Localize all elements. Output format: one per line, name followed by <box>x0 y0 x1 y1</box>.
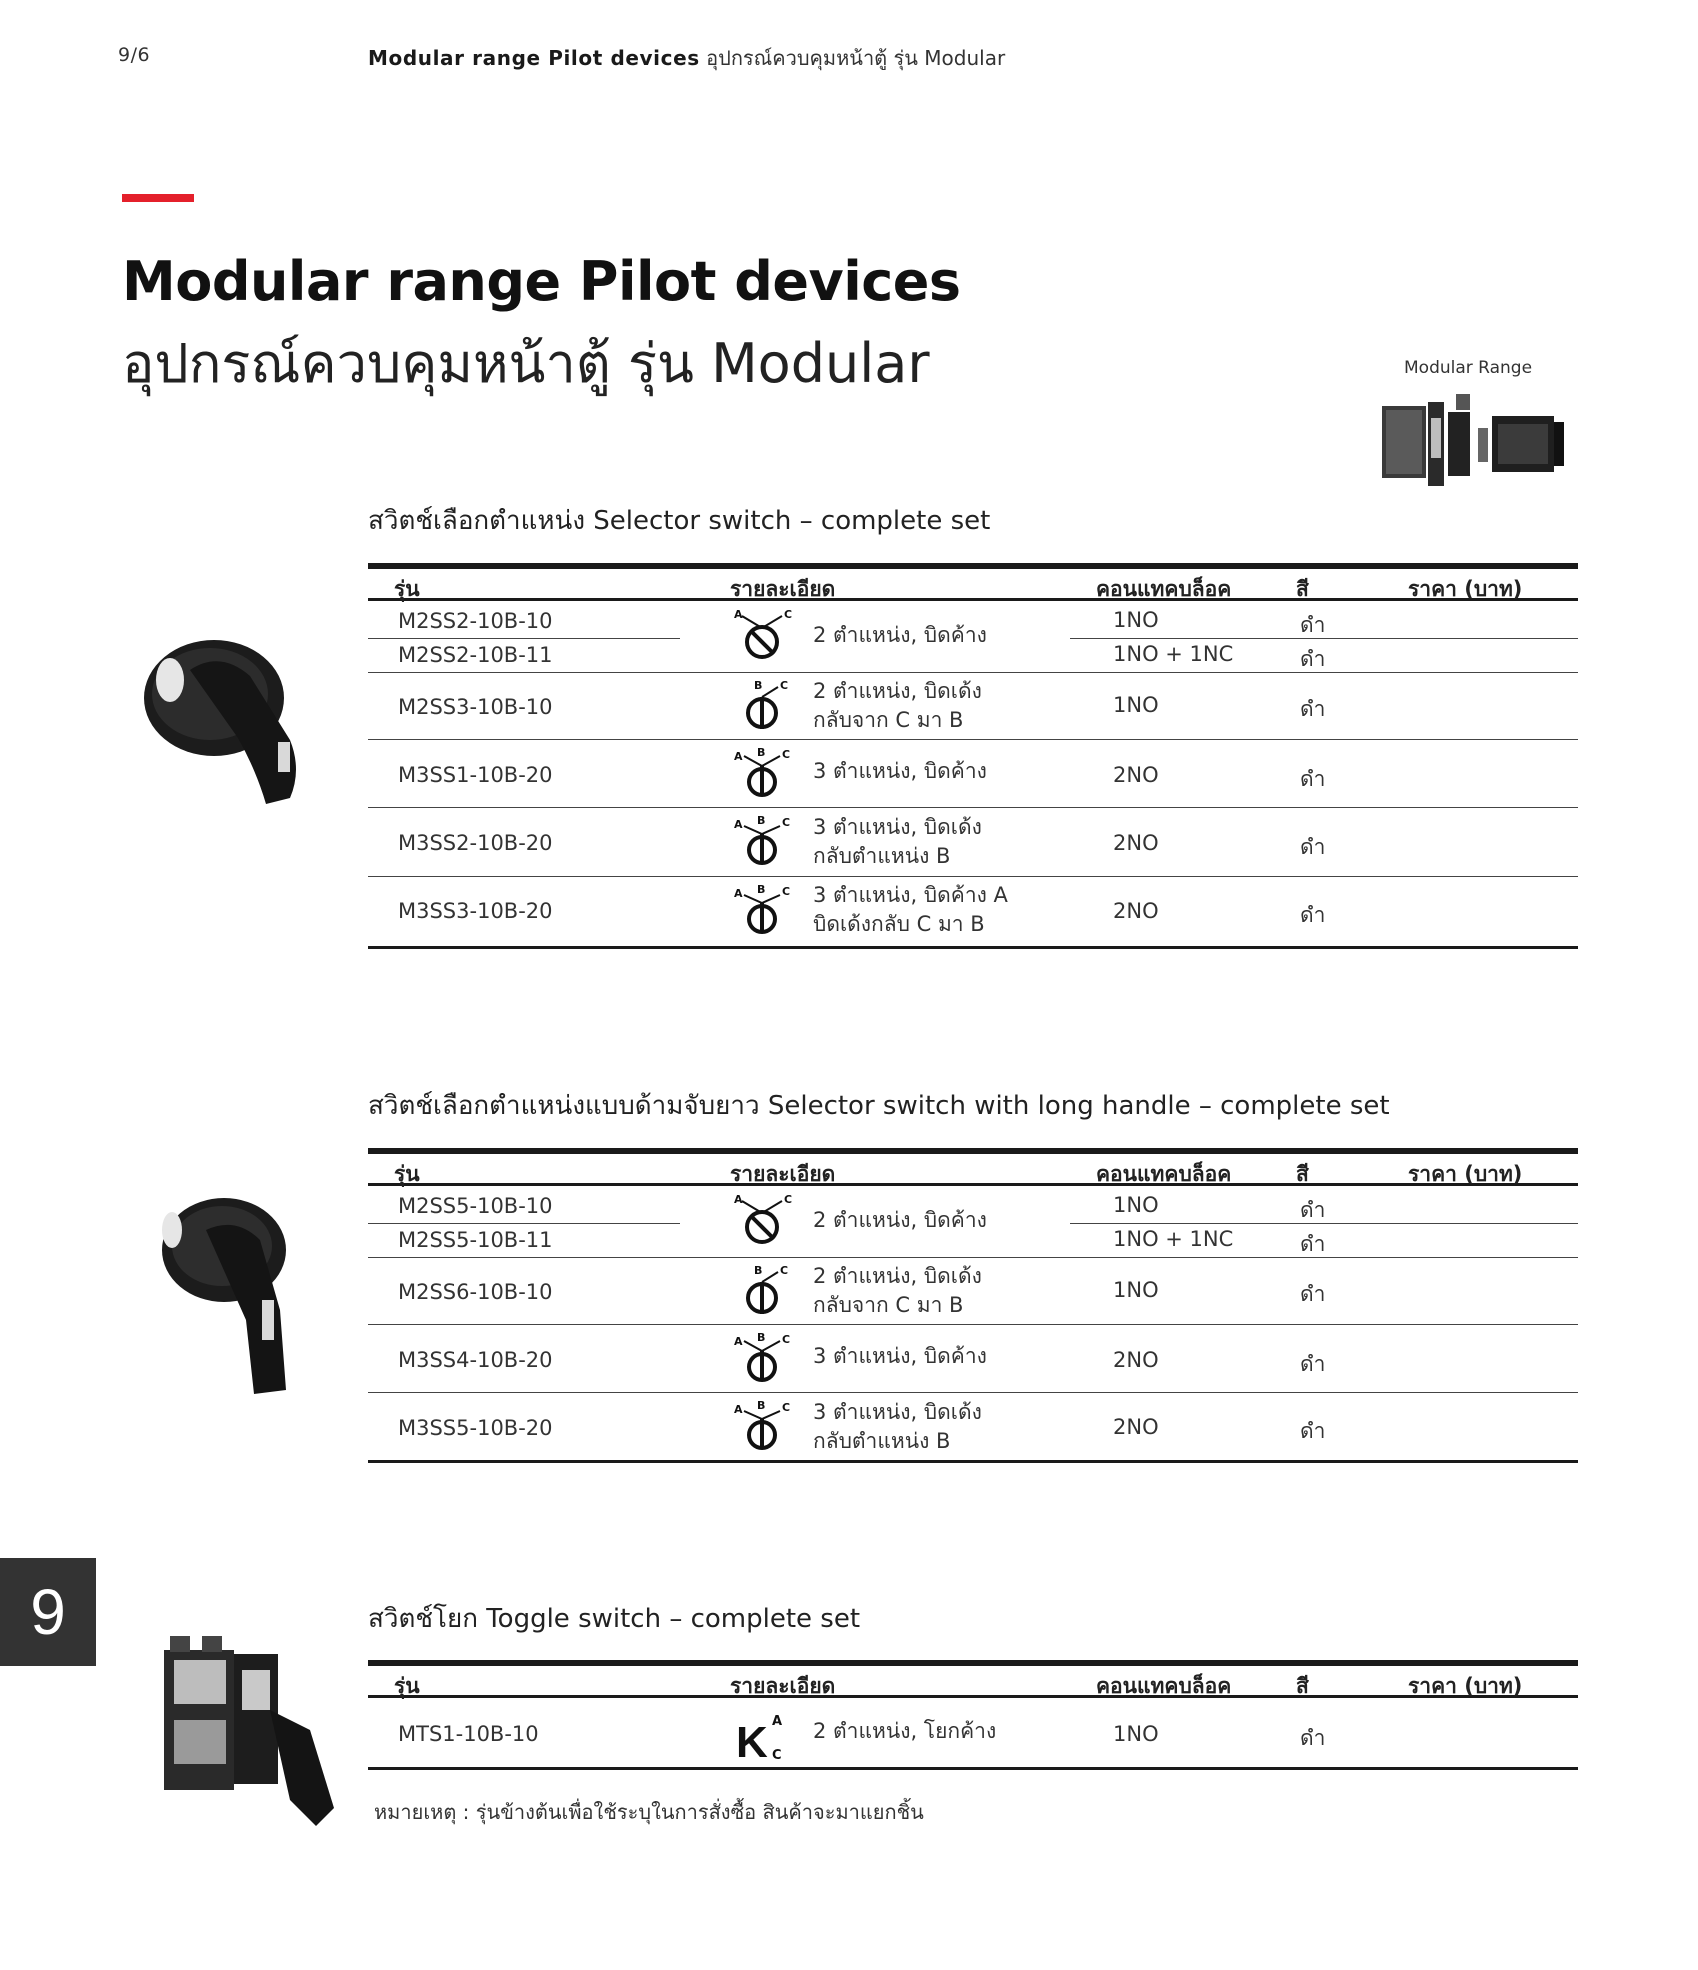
selector-3pos-maintained-icon <box>732 1329 796 1389</box>
color-cell: ดำ <box>1300 1352 1326 1376</box>
table-row <box>368 808 1578 877</box>
table-row <box>368 740 1578 808</box>
symbol-letter-b: B <box>754 1264 763 1277</box>
color-cell: ดำ <box>1300 903 1326 927</box>
col-description: รายละเอียด <box>730 1674 836 1698</box>
toggle-2pos-icon <box>732 1705 796 1765</box>
description-cell: 2 ตำแหน่ง, โยกค้าง <box>813 1719 997 1743</box>
symbol-letter-c: C <box>782 1401 791 1414</box>
description-cell: 3 ตำแหน่ง, บิดค้าง <box>813 759 987 783</box>
symbol-letter-c: C <box>784 1193 793 1206</box>
accent-bar <box>122 194 194 202</box>
table-row <box>368 1258 1578 1325</box>
model-cell: M3SS2-10B-20 <box>398 831 553 855</box>
selector-3pos-spring-return-icon <box>732 812 796 872</box>
color-cell: ดำ <box>1300 1232 1326 1256</box>
contact-cell: 1NO <box>1113 1722 1159 1746</box>
table-row <box>368 1188 1578 1258</box>
description-cell: 3 ตำแหน่ง, บิดเด้ง <box>813 1400 982 1424</box>
selector-switch-photo <box>130 620 320 810</box>
model-cell: M2SS2-10B-10 <box>398 609 553 633</box>
symbol-letter-a: A <box>734 1193 743 1206</box>
selector-3pos-spring-return-icon <box>732 1397 796 1457</box>
model-cell: M3SS3-10B-20 <box>398 899 553 923</box>
contact-cell: 1NO <box>1113 693 1159 717</box>
description-cell: กลับตำแหน่ง B <box>813 1429 951 1453</box>
symbol-letter-b: B <box>757 1331 766 1344</box>
contact-cell: 2NO <box>1113 1348 1159 1372</box>
color-cell: ดำ <box>1300 647 1326 671</box>
contact-cell: 1NO + 1NC <box>1113 1227 1234 1251</box>
symbol-letter-b: B <box>757 883 766 896</box>
contact-cell: 1NO <box>1113 608 1159 632</box>
col-color: สี <box>1296 1674 1309 1698</box>
contact-cell: 1NO <box>1113 1278 1159 1302</box>
description-cell: 2 ตำแหน่ง, บิดเด้ง <box>813 679 982 703</box>
color-cell: ดำ <box>1300 767 1326 791</box>
col-contact: คอนแทคบล็อค <box>1096 1162 1232 1186</box>
table-header <box>368 1666 1578 1698</box>
table-row <box>368 603 1578 673</box>
color-cell: ดำ <box>1300 1282 1326 1306</box>
color-cell: ดำ <box>1300 697 1326 721</box>
contact-cell: 2NO <box>1113 1415 1159 1439</box>
col-price: ราคา (บาท) <box>1408 1162 1523 1186</box>
selector-2pos-maintained-icon <box>732 608 796 668</box>
description-cell: บิดเด้งกลับ C มา B <box>813 912 985 936</box>
contact-cell: 2NO <box>1113 899 1159 923</box>
symbol-letter-c: C <box>772 1748 782 1763</box>
model-cell: M2SS3-10B-10 <box>398 695 553 719</box>
description-cell: 3 ตำแหน่ง, บิดค้าง A <box>813 883 1008 907</box>
contact-cell: 1NO <box>1113 1193 1159 1217</box>
col-price: ราคา (บาท) <box>1408 577 1523 601</box>
color-cell: ดำ <box>1300 1726 1326 1750</box>
contact-cell: 1NO + 1NC <box>1113 642 1234 666</box>
sub-row-divider <box>368 638 680 639</box>
model-cell: M3SS5-10B-20 <box>398 1416 553 1440</box>
contact-cell: 2NO <box>1113 763 1159 787</box>
symbol-letter-b: B <box>757 746 766 759</box>
description-cell: 3 ตำแหน่ง, บิดค้าง <box>813 1344 987 1368</box>
modular-range-image <box>1378 388 1574 500</box>
symbol-letter-c: C <box>784 608 793 621</box>
col-description: รายละเอียด <box>730 1162 836 1186</box>
selector-3pos-maintained-icon <box>732 744 796 804</box>
running-head-en: Modular range Pilot devices <box>368 46 700 70</box>
symbol-letter-a: A <box>772 1714 783 1729</box>
color-cell: ดำ <box>1300 613 1326 637</box>
symbol-letter-c: C <box>782 885 791 898</box>
model-cell: M3SS4-10B-20 <box>398 1348 553 1372</box>
color-cell: ดำ <box>1300 1198 1326 1222</box>
col-price: ราคา (บาท) <box>1408 1674 1523 1698</box>
description-cell: กลับจาก C มา B <box>813 708 964 732</box>
footnote: หมายเหตุ : รุ่นข้างต้นเพื่อใช้ระบุในการสั่งซื้อ สินค้าจะมาแยกชิ้น <box>374 1800 924 1824</box>
symbol-letter-k: K <box>736 1718 768 1765</box>
selector-2pos-maintained-icon <box>732 1193 796 1253</box>
table-row <box>368 1393 1578 1463</box>
table-row <box>368 877 1578 949</box>
color-cell: ดำ <box>1300 835 1326 859</box>
col-contact: คอนแทคบล็อค <box>1096 1674 1232 1698</box>
symbol-letter-a: A <box>734 818 743 831</box>
table-header <box>368 569 1578 601</box>
table-row <box>368 1325 1578 1393</box>
col-color: สี <box>1296 577 1309 601</box>
model-cell: MTS1-10B-10 <box>398 1722 539 1746</box>
symbol-letter-b: B <box>754 679 763 692</box>
description-cell: 2 ตำแหน่ง, บิดค้าง <box>813 623 987 647</box>
description-cell: 3 ตำแหน่ง, บิดเด้ง <box>813 815 982 839</box>
toggle-switch-photo <box>150 1630 340 1840</box>
modular-range-label: Modular Range <box>1404 358 1533 378</box>
page-title-en: Modular range Pilot devices <box>122 250 961 313</box>
section-title-selector-switch: สวิตช์เลือกตำแหน่ง Selector switch – complete set <box>368 506 991 536</box>
section-title-toggle-switch: สวิตช์โยก Toggle switch – complete set <box>368 1604 861 1634</box>
symbol-letter-c: C <box>782 748 791 761</box>
symbol-letter-c: C <box>780 1264 789 1277</box>
col-description: รายละเอียด <box>730 577 836 601</box>
table-row <box>368 673 1578 740</box>
model-cell: M2SS5-10B-11 <box>398 1228 553 1252</box>
symbol-letter-b: B <box>757 814 766 827</box>
long-handle-selector-table <box>368 1148 1578 1466</box>
col-model: รุ่น <box>394 577 420 601</box>
running-head <box>368 42 1005 74</box>
col-model: รุ่น <box>394 1162 420 1186</box>
table-header <box>368 1154 1578 1186</box>
description-cell: 2 ตำแหน่ง, บิดค้าง <box>813 1208 987 1232</box>
long-handle-selector-switch-photo <box>150 1180 320 1400</box>
description-cell: กลับตำแหน่ง B <box>813 844 951 868</box>
symbol-letter-c: C <box>782 816 791 829</box>
symbol-letter-c: C <box>780 679 789 692</box>
symbol-letter-a: A <box>734 1403 743 1416</box>
contact-cell: 2NO <box>1113 831 1159 855</box>
col-contact: คอนแทคบล็อค <box>1096 577 1232 601</box>
symbol-letter-a: A <box>734 887 743 900</box>
symbol-letter-b: B <box>757 1399 766 1412</box>
running-head-th: อุปกรณ์ควบคุมหน้าตู้ รุ่น Modular <box>706 46 1006 70</box>
symbol-letter-c: C <box>782 1333 791 1346</box>
symbol-letter-a: A <box>734 1335 743 1348</box>
description-cell: 2 ตำแหน่ง, บิดเด้ง <box>813 1264 982 1288</box>
selector-switch-table <box>368 563 1578 949</box>
col-model: รุ่น <box>394 1674 420 1698</box>
selector-2pos-spring-return-icon <box>732 677 796 737</box>
selector-3pos-mixed-icon <box>732 881 796 941</box>
description-cell: กลับจาก C มา B <box>813 1293 964 1317</box>
page-title-th: อุปกรณ์ควบคุมหน้าตู้ รุ่น Modular <box>122 332 930 395</box>
section-title-long-handle: สวิตช์เลือกตำแหน่งแบบด้ามจับยาว Selector switch with long handle – complete set <box>368 1091 1390 1121</box>
chapter-tab: 9 <box>0 1558 96 1666</box>
symbol-letter-a: A <box>734 608 743 621</box>
col-color: สี <box>1296 1162 1309 1186</box>
selector-2pos-spring-return-icon <box>732 1262 796 1322</box>
model-cell: M3SS1-10B-20 <box>398 763 553 787</box>
sub-row-divider <box>368 1223 680 1224</box>
toggle-switch-table <box>368 1660 1578 1772</box>
model-cell: M2SS2-10B-11 <box>398 643 553 667</box>
model-cell: M2SS6-10B-10 <box>398 1280 553 1304</box>
table-row <box>368 1700 1578 1770</box>
model-cell: M2SS5-10B-10 <box>398 1194 553 1218</box>
color-cell: ดำ <box>1300 1419 1326 1443</box>
symbol-letter-a: A <box>734 750 743 763</box>
page-number: 9/6 <box>118 44 151 66</box>
